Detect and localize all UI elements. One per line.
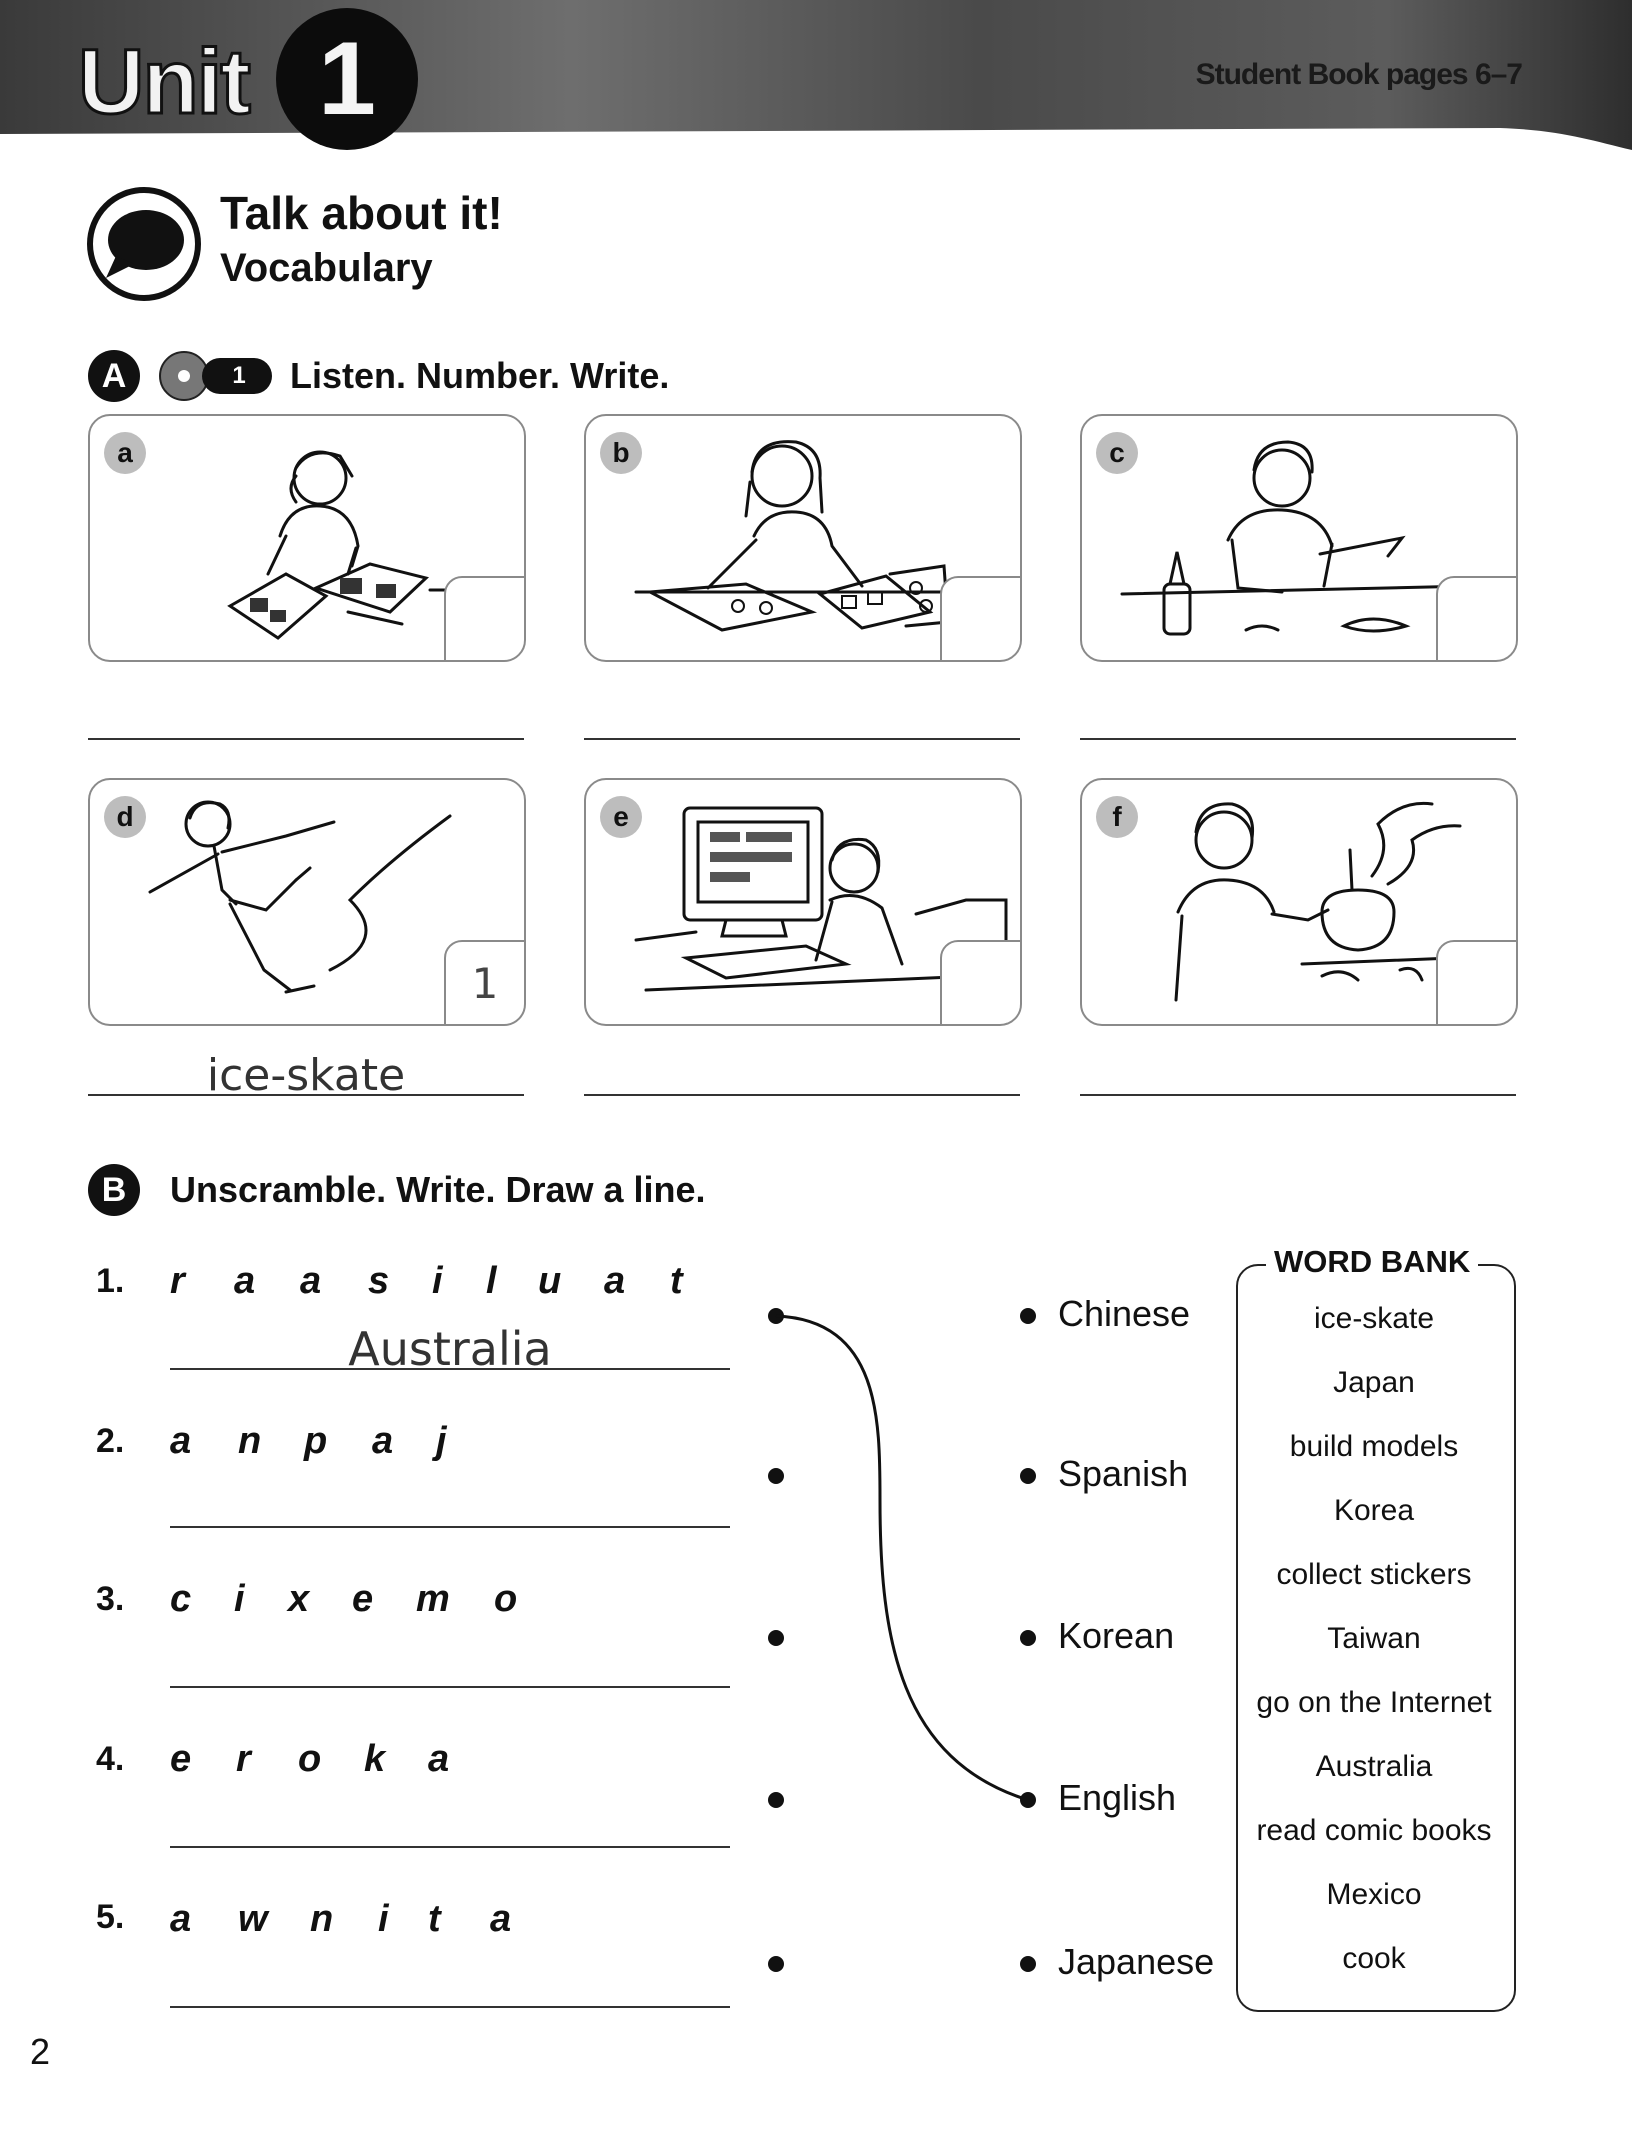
language-label: Korean [1058, 1615, 1175, 1656]
answer-line-f[interactable] [1080, 1094, 1516, 1096]
language-label: Japanese [1058, 1941, 1215, 1982]
word-bank-item: Taiwan [1327, 1622, 1421, 1655]
match-dot-left[interactable] [768, 1956, 784, 1972]
scramble-letter: n [310, 1898, 334, 1940]
scramble-letter: a [372, 1420, 394, 1462]
answer-text-d: ice-skate [206, 1050, 406, 1101]
scramble-letter: i [378, 1898, 389, 1940]
scramble-letter: x [288, 1578, 310, 1620]
scramble-letter: e [170, 1738, 192, 1780]
scramble-letter: e [352, 1578, 374, 1620]
scramble-letter: i [234, 1578, 245, 1620]
picture-panel-e [584, 778, 1022, 1026]
match-dot-left[interactable] [768, 1308, 784, 1324]
picture-panel-d [88, 778, 526, 1026]
answer-line-e[interactable] [584, 1094, 1020, 1096]
item-answer-line[interactable] [170, 1526, 730, 1528]
panel-letter-badge: f [1096, 796, 1138, 838]
match-dot-right[interactable] [1020, 1468, 1036, 1484]
audio-track-number: 1 [232, 362, 246, 389]
scramble-letter: c [170, 1578, 192, 1620]
item-number: 1. [96, 1262, 125, 1300]
panel-number-box[interactable] [1436, 940, 1518, 1026]
word-bank-item: ice-skate [1313, 1302, 1435, 1335]
item-answer-text: Australia [348, 1322, 552, 1376]
section-title: Talk about it! [220, 187, 503, 239]
scramble-letter: t [428, 1898, 441, 1940]
section-subtitle: Vocabulary [220, 246, 433, 290]
word-bank-item: build models [1289, 1430, 1459, 1463]
scramble-letter: a [604, 1260, 626, 1302]
scramble-letter: l [486, 1260, 497, 1302]
picture-panel-b [584, 414, 1022, 662]
panel-letter-badge: c [1096, 432, 1138, 474]
scramble-letter: o [494, 1578, 518, 1620]
item-answer-line[interactable] [170, 1368, 730, 1370]
language-label: Chinese [1058, 1293, 1191, 1334]
match-dot-right[interactable] [1020, 1630, 1036, 1646]
unit-label: Unit [78, 31, 249, 133]
answer-line-c[interactable] [1080, 738, 1516, 740]
scramble-letter: n [238, 1420, 262, 1462]
scramble-letter: r [170, 1260, 185, 1302]
match-dot-left[interactable] [768, 1630, 784, 1646]
item-answer-line[interactable] [170, 1686, 730, 1688]
scramble-letter: o [298, 1738, 322, 1780]
scramble-letter: a [234, 1260, 256, 1302]
section-a-instruction: Listen. Number. Write. [290, 355, 670, 396]
word-bank-item: read comic books [1256, 1814, 1492, 1847]
match-dot-right[interactable] [1020, 1792, 1036, 1808]
match-dot-right[interactable] [1020, 1956, 1036, 1972]
language-label: English [1058, 1777, 1177, 1818]
panel-number-box[interactable] [940, 576, 1022, 662]
scramble-letter: a [428, 1738, 450, 1780]
match-dot-left[interactable] [768, 1468, 784, 1484]
word-bank-item: collect stickers [1276, 1558, 1472, 1591]
scramble-letter: a [170, 1898, 192, 1940]
unit-number-badge: 1 [276, 8, 418, 150]
language-label: Spanish [1058, 1453, 1189, 1494]
word-bank-item: Japan [1333, 1366, 1415, 1399]
panel-letter-badge: d [104, 796, 146, 838]
scramble-letter: p [304, 1420, 328, 1462]
word-bank-item: Australia [1315, 1750, 1433, 1783]
item-number: 2. [96, 1422, 125, 1460]
answer-line-d[interactable] [88, 1094, 524, 1096]
scramble-letter: k [364, 1738, 386, 1780]
word-bank-item: go on the Internet [1256, 1686, 1492, 1719]
item-number: 4. [96, 1740, 125, 1778]
scramble-letter: a [170, 1420, 192, 1462]
answer-line-a[interactable] [88, 738, 524, 740]
audio-track-icon [158, 350, 274, 402]
picture-panel-a [88, 414, 526, 662]
panel-letter-badge: a [104, 432, 146, 474]
scramble-letter: r [236, 1738, 251, 1780]
page-number: 2 [30, 2031, 51, 2072]
speech-bubble-icon [86, 186, 202, 302]
scramble-letter: w [238, 1898, 268, 1940]
section-a-badge: A [88, 350, 140, 402]
student-book-reference: Student Book pages 6–7 [1195, 58, 1522, 91]
picture-panel-c [1080, 414, 1518, 662]
item-number: 3. [96, 1580, 125, 1618]
panel-number-box[interactable] [1436, 576, 1518, 662]
word-bank-item: Mexico [1326, 1878, 1422, 1911]
answer-line-b[interactable] [584, 738, 1020, 740]
section-b-badge: B [88, 1164, 140, 1216]
panel-number-box[interactable] [444, 576, 526, 662]
item-number: 5. [96, 1898, 125, 1936]
word-bank-title: WORD BANK [1266, 1246, 1478, 1277]
picture-panel-f [1080, 778, 1518, 1026]
scramble-letter: s [368, 1260, 390, 1302]
scramble-letter: m [416, 1578, 450, 1620]
match-dot-right[interactable] [1020, 1308, 1036, 1324]
match-dot-left[interactable] [768, 1792, 784, 1808]
panel-letter-badge: b [600, 432, 642, 474]
section-b-instruction: Unscramble. Write. Draw a line. [170, 1169, 706, 1210]
word-bank-item: Korea [1333, 1494, 1415, 1527]
item-answer-line[interactable] [170, 1846, 730, 1848]
panel-number-box[interactable]: 1 [444, 940, 526, 1026]
scramble-letter: i [432, 1260, 443, 1302]
scramble-letter: u [538, 1260, 562, 1302]
item-answer-line[interactable] [170, 2006, 730, 2008]
scramble-letter: j [436, 1420, 447, 1462]
word-bank-item: cook [1342, 1942, 1406, 1975]
scramble-letter: a [490, 1898, 512, 1940]
panel-number-box[interactable] [940, 940, 1022, 1026]
scramble-letter: a [300, 1260, 322, 1302]
scramble-letter: t [670, 1260, 683, 1302]
panel-letter-badge: e [600, 796, 642, 838]
